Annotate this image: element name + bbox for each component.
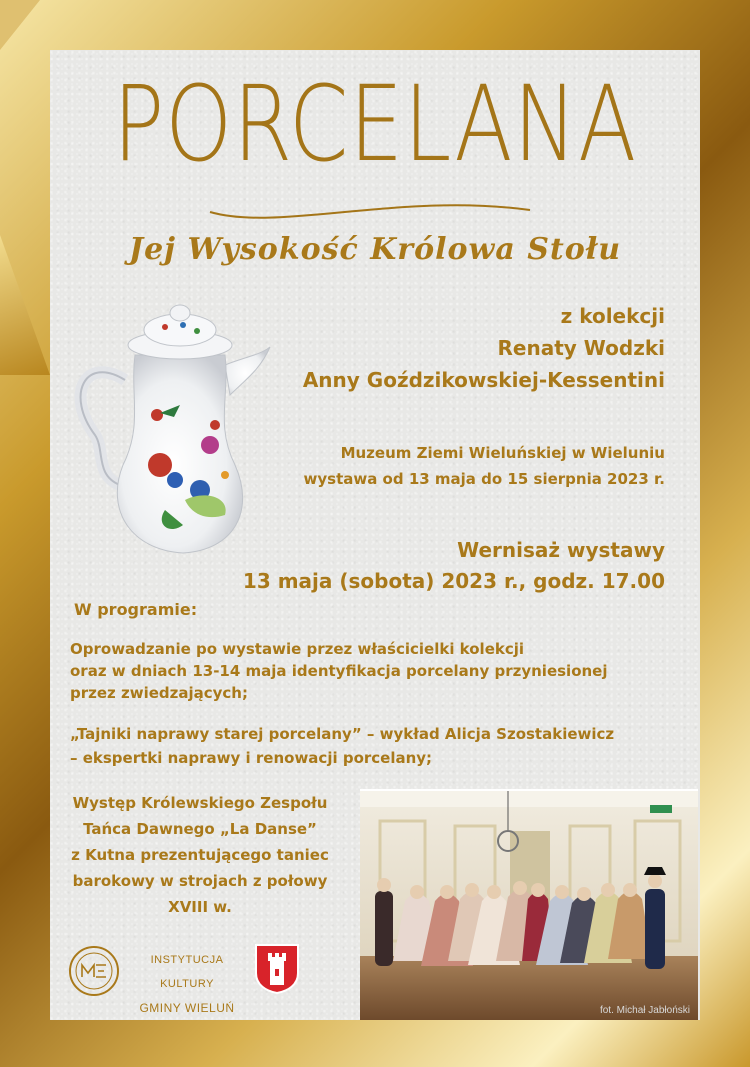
program-item-1-line-3: przez zwiedzających; bbox=[70, 684, 248, 702]
poster-title: PORCELANA bbox=[112, 63, 638, 185]
venue-line-1: Muzeum Ziemi Wieluńskiej w Wieluniu bbox=[340, 444, 665, 462]
venue-block bbox=[304, 440, 666, 492]
opening-line-2: 13 maja (sobota) 2023 r., godz. 17.00 bbox=[242, 569, 665, 593]
opening-line-1: Wernisaż wystawy bbox=[457, 538, 665, 562]
institution-logo-icon bbox=[68, 945, 120, 997]
program-item-1-line-1: Oprowadzanie po wystawie przez właścicielki kolekcji bbox=[70, 640, 525, 658]
gold-corner-left bbox=[0, 235, 50, 375]
program-item-1 bbox=[70, 638, 630, 704]
teapot-image bbox=[65, 285, 275, 565]
institution-line-1: INSTYTUCJA KULTURY bbox=[150, 954, 224, 990]
program-item-1-line-2: oraz w dniach 13-14 maja identyfikacja porcelany przyniesionej bbox=[70, 662, 608, 680]
program-item-3-line-1: Występ Królewskiego Zespołu bbox=[72, 794, 328, 812]
program-item-2-line-2: – ekspertki naprawy i renowacji porcelany; bbox=[70, 749, 433, 767]
program-item-2-line-1: „Tajniki naprawy starej porcelany” – wykład Alicja Szostakiewicz bbox=[70, 725, 615, 743]
institution-name bbox=[128, 948, 246, 1020]
venue-line-2: wystawa od 13 maja do 15 sierpnia 2023 r. bbox=[303, 470, 665, 488]
wielun-crest-icon bbox=[254, 943, 300, 995]
institution-line-2: GMINY WIELUŃ bbox=[139, 1001, 235, 1015]
dance-group-photo bbox=[360, 789, 698, 1020]
program-item-3 bbox=[50, 790, 350, 920]
collection-line-3: Anny Goździkowskiej-Kessentini bbox=[302, 368, 665, 392]
program-item-3-line-5: XVIII w. bbox=[168, 898, 232, 916]
collection-line-2: Renaty Wodzki bbox=[497, 336, 665, 360]
photo-credit: fot. Michał Jabłoński bbox=[599, 1005, 690, 1016]
gold-corner-top bbox=[0, 0, 40, 50]
program-item-3-line-2: Tańca Dawnego „La Danse” bbox=[83, 820, 317, 838]
program-item-3-line-4: barokowy w strojach z połowy bbox=[72, 872, 328, 890]
opening-block bbox=[243, 535, 665, 597]
program-item-2 bbox=[70, 722, 690, 770]
program-heading: W programie: bbox=[74, 600, 198, 619]
title-flourish bbox=[200, 192, 540, 232]
poster-subtitle: Jej Wysokość Królowa Stołu bbox=[128, 232, 622, 267]
program-item-3-line-3: z Kutna prezentującego taniec bbox=[71, 846, 329, 864]
collection-block bbox=[303, 300, 665, 396]
photo-scene bbox=[360, 791, 698, 1020]
collection-line-1: z kolekcji bbox=[560, 304, 665, 328]
